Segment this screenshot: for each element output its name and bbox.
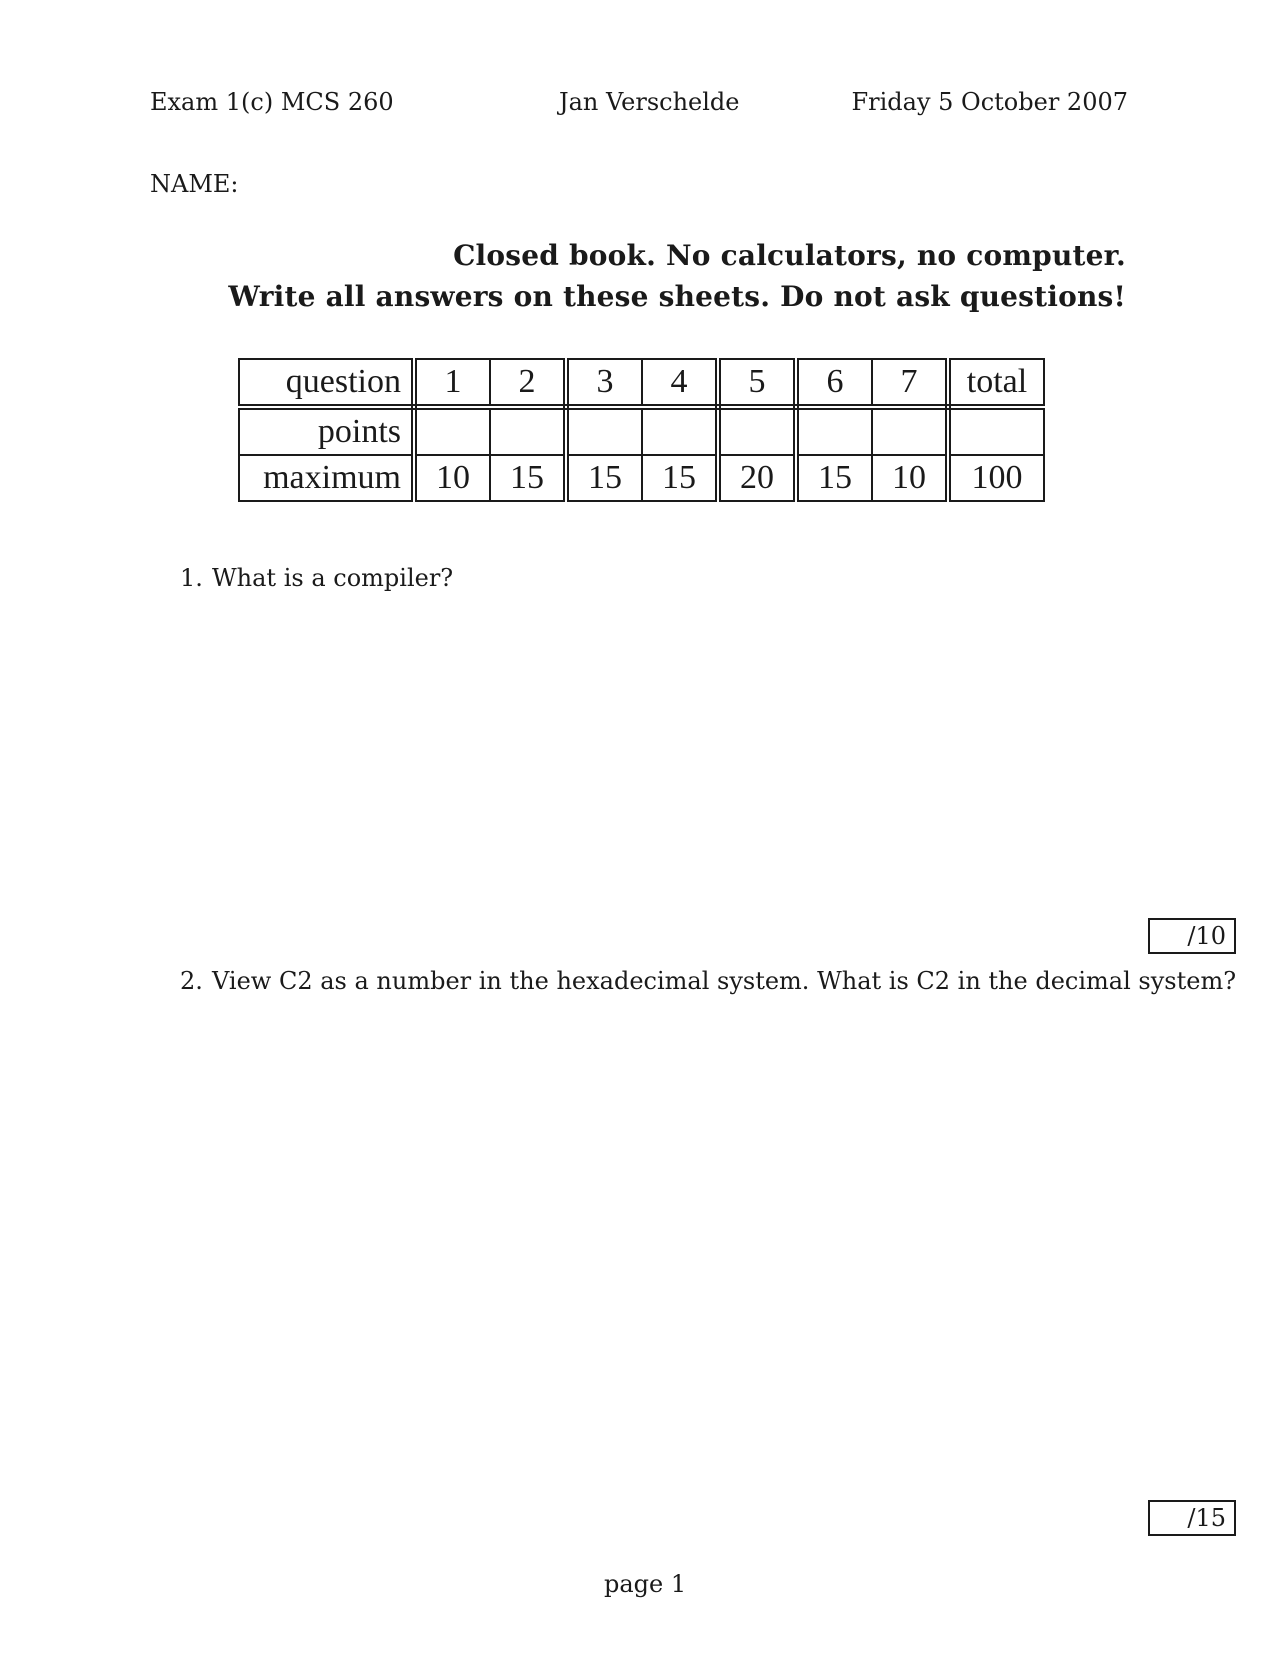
total-label: total: [948, 359, 1044, 407]
table-row-maximum: [239, 455, 1044, 501]
maximum-cell-2: 15: [490, 455, 566, 501]
question-2: [180, 967, 1236, 995]
question-number-5: 5: [718, 359, 796, 407]
question-1-score-box: /10: [1148, 918, 1236, 954]
points-cell-total[interactable]: [948, 407, 1044, 455]
question-2-score-box: /15: [1148, 1500, 1236, 1536]
question-2-number: 2.: [180, 967, 203, 995]
maximum-cell-5: 20: [718, 455, 796, 501]
question-1: [180, 564, 453, 592]
maximum-cell-3: 15: [566, 455, 642, 501]
instructor-name: Jan Verschelde: [559, 88, 740, 116]
page-number: page 1: [604, 1570, 687, 1598]
table-row-question: [239, 359, 1044, 407]
question-2-text: View C2 as a number in the hexadecimal system. What is C2 in the decimal system?: [212, 967, 1237, 995]
maximum-cell-7: 10: [872, 455, 948, 501]
row-label-question: question: [239, 359, 414, 407]
question-number-6: 6: [796, 359, 872, 407]
maximum-cell-6: 15: [796, 455, 872, 501]
exam-title: Exam 1(c) MCS 260: [150, 88, 394, 116]
points-cell-4[interactable]: [642, 407, 718, 455]
question-number-2: 2: [490, 359, 566, 407]
instructions-line-2: Write all answers on these sheets. Do not ask questions!: [228, 280, 1126, 313]
exam-date: Friday 5 October 2007: [851, 88, 1128, 116]
points-cell-3[interactable]: [566, 407, 642, 455]
points-cell-5[interactable]: [718, 407, 796, 455]
question-number-4: 4: [642, 359, 718, 407]
points-cell-7[interactable]: [872, 407, 948, 455]
question-1-number: 1.: [180, 564, 203, 592]
points-cell-6[interactable]: [796, 407, 872, 455]
points-cell-1[interactable]: [414, 407, 490, 455]
points-cell-2[interactable]: [490, 407, 566, 455]
instructions-line-1: Closed book. No calculators, no computer.: [453, 239, 1126, 272]
maximum-cell-1: 10: [414, 455, 490, 501]
maximum-cell-total: 100: [948, 455, 1044, 501]
row-label-points: points: [239, 407, 414, 455]
question-number-3: 3: [566, 359, 642, 407]
question-number-1: 1: [414, 359, 490, 407]
table-row-points: [239, 407, 1044, 455]
score-table: [238, 358, 1045, 502]
name-label: NAME:: [150, 170, 239, 198]
question-1-text: What is a compiler?: [212, 564, 454, 592]
question-number-7: 7: [872, 359, 948, 407]
row-label-maximum: maximum: [239, 455, 414, 501]
maximum-cell-4: 15: [642, 455, 718, 501]
